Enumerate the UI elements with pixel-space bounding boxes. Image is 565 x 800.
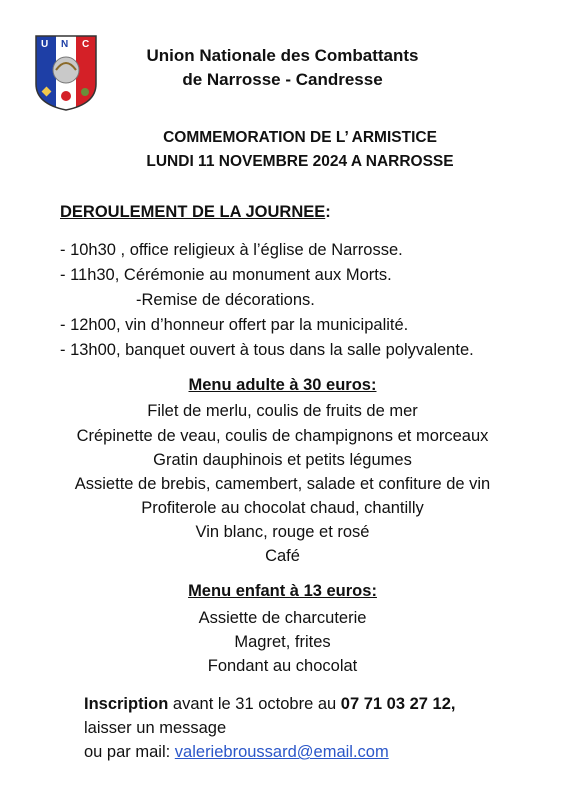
logo-letter-c: C xyxy=(82,39,90,50)
unc-logo-icon xyxy=(34,34,98,112)
inscription-label: Inscription xyxy=(84,695,169,713)
inscription-text: avant le 31 octobre au xyxy=(168,695,341,713)
organization-name: Union Nationale des Combattants xyxy=(146,46,419,65)
adult-menu-item: Filet de merlu, coulis de fruits de mer xyxy=(147,402,418,420)
message-line: laisser un message xyxy=(84,719,227,737)
event-date: LUNDI 11 NOVEMBRE 2024 A NARROSSE xyxy=(146,153,454,170)
program-item: - 12h00, vin d’honneur offert par la municipalité. xyxy=(60,316,409,334)
adult-menu-item: Crépinette de veau, coulis de champignons et morceaux xyxy=(76,427,489,445)
event-title: COMMEMORATION DE L’ ARMISTICE xyxy=(163,129,437,146)
organization-location: de Narrosse - Candresse xyxy=(182,70,383,89)
adult-menu-heading: Menu adulte à 30 euros: xyxy=(188,376,377,394)
child-menu-item: Magret, frites xyxy=(234,633,331,651)
adult-menu-item: Gratin dauphinois et petits légumes xyxy=(153,451,412,469)
adult-menu-item: Vin blanc, rouge et rosé xyxy=(195,523,370,541)
email-link[interactable]: valeriebroussard@email.com xyxy=(174,743,389,761)
inscription-line xyxy=(84,693,455,715)
program-heading xyxy=(60,203,331,222)
logo-letter-n: N xyxy=(61,39,69,50)
adult-menu-item: Café xyxy=(265,547,300,565)
email-prefix: ou par mail: xyxy=(84,743,175,761)
program-item: - 13h00, banquet ouvert à tous dans la salle polyvalente. xyxy=(60,341,474,359)
program-item: - 11h30, Cérémonie au monument aux Morts. xyxy=(60,266,392,284)
phone-number: 07 71 03 27 12, xyxy=(340,695,456,713)
child-menu-heading: Menu enfant à 13 euros: xyxy=(188,582,377,600)
program-heading-text: DEROULEMENT DE LA JOURNEE xyxy=(60,203,326,221)
child-menu-item: Fondant au chocolat xyxy=(207,657,358,675)
program-item: - 10h30 , office religieux à l’église de Narrosse. xyxy=(60,241,403,259)
program-item: -Remise de décorations. xyxy=(136,291,315,309)
logo-letter-u: U xyxy=(41,39,49,50)
child-menu-item: Assiette de charcuterie xyxy=(198,609,367,627)
adult-menu-item: Profiterole au chocolat chaud, chantilly xyxy=(141,499,424,517)
adult-menu-item: Assiette de brebis, camembert, salade et confiture de vin xyxy=(74,475,491,493)
email-line xyxy=(84,741,389,763)
program-heading-colon: : xyxy=(325,203,331,221)
